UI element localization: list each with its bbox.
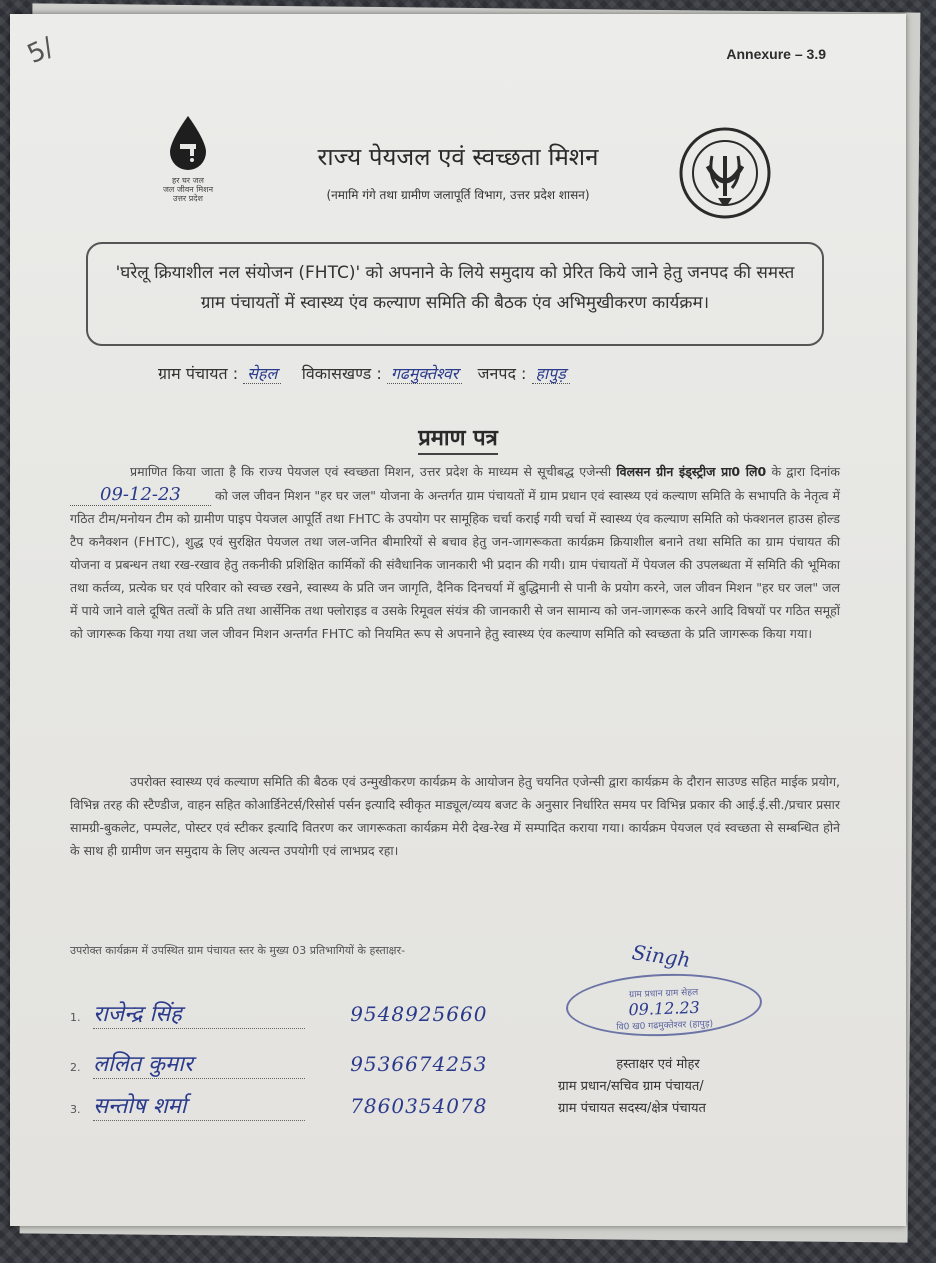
document-page [10, 14, 906, 1226]
program-banner [86, 242, 824, 346]
mission-title: राज्य पेयजल एवं स्वच्छता मिशन [317, 143, 599, 171]
stamp-line-3: वि0 ख0 गढमुक्तेश्वर (हापुड़) [616, 1019, 714, 1033]
participant-number: 3. [70, 1103, 81, 1116]
participant-phone: 7860354078 [350, 1094, 488, 1118]
certificate-paragraph-1 [70, 460, 840, 645]
signature-block-line-3: ग्राम पंचायत सदस्य/क्षेत्र पंचायत [558, 1101, 706, 1116]
certificate-heading-text: प्रमाण पत्र [418, 426, 498, 455]
participant-row [70, 1090, 487, 1121]
banner-text: 'घरेलू क्रियाशील नल संयोजन (FHTC)' को अपनाने के लिये समुदाय को प्रेरित किये जाने हेतु जनपद की समस्त ग्राम पंचायतों में स्वास्थ्य एंव कल्याण समिति की बैठक एंव अभिमुखीकरण कार्यक्रम। [115, 263, 795, 313]
annexure-label: Annexure – 3.9 [726, 46, 826, 62]
janpad-value: हापुड़ [532, 364, 570, 384]
signature-block-line-1: हस्ताक्षर एवं मोहर [616, 1057, 700, 1072]
participant-name: सन्तोष शर्मा [93, 1090, 305, 1121]
location-fields [158, 362, 570, 384]
para1-part2: के द्वारा दिनांक [771, 464, 840, 479]
stamp-line-1: ग्राम प्रधान ग्राम सेहल [628, 987, 699, 1001]
gram-panchayat-value: सेहल [243, 364, 281, 384]
vikas-khand-label: विकासखण्ड : [301, 364, 382, 383]
participant-number: 2. [70, 1061, 81, 1074]
gram-panchayat-label: ग्राम पंचायत : [158, 364, 239, 383]
pradhan-signature: Singh [630, 940, 693, 972]
agency-name: विलसन ग्रीन इंड्स्ट्रीज प्रा0 लि0 [616, 464, 767, 479]
participant-number: 1. [70, 1011, 81, 1024]
logo-caption-3: उत्तर प्रदेश [173, 194, 203, 203]
janpad-label: जनपद : [477, 364, 527, 383]
participant-row [70, 998, 487, 1029]
participant-name: राजेन्द्र सिंह [93, 998, 305, 1029]
vikas-khand-value: गढमुक्तेश्वर [387, 364, 463, 384]
participant-phone: 9548925660 [350, 1002, 488, 1026]
participant-row [70, 1048, 487, 1079]
logo-caption-1: हर घर जल [172, 176, 204, 185]
logo-caption-2: जल जीवन मिशन [162, 185, 214, 194]
para1-part3: को जल जीवन मिशन "हर घर जल" योजना के अन्तर्गत ग्राम पंचायतों में ग्राम प्रधान एवं स्वास्थ्य एवं कल्याण समिति के सभापति के नेतृत्व में गठित टीम/मनोयन टीम को ग्रामीण पाइप पेयजल आपूर्ति तथा FHTC के उपयोग पर सामूहिक चर्चा कराई गयी चर्चा में स्वास्थ्य एंव कल्याण समिति को फंक्शनल हाउस होल्ड टैप कनैक्शन (FHTC), शुद्ध एवं सुरक्षित पेयजल तथा जल-जनित बीमारियों से बचाव हेतु जन-जागरूकता कार्यक्रम क्रियाशील बनाने तथा समिति का ग्राम पंचायत की योजना व प्रबन्धन तथा रख-रखाव हेतु तकनीकी प्रशिक्षित कार्मिकों की संवैधानिक जानकारी भी प्रदान की गयी। ग्राम पंचायतों में पेयजल की उपलब्धता में समिति की भूमिका तथा कर्तव्य, प्रत्येक घर एवं परिवार को स्वच्छ रखने, स्वास्थ्य के प्रति जन जागृति, दैनिक दिनचर्या में बुद्धिमानी से पानी के प्रयोग करने, जल जीवन मिशन "हर घर जल" जल में पाये जाने वाले दूषित तत्वों के प्रति तथा आर्सेनिक तथा फ्लोराइड व उसके रिमूवल संयंत्र की जानकारी से जन सामान्य को जन-जागरूक करने आदि विषयों पर गठित समूहों को जागरूक किया गया तथा जल जीवन मिशन अन्तर्गत FHTC को नियमित रूप से अपनाने हेतु स्वास्थ्य एंव कल्याण समिति को स्वच्छता के प्रति जागरूक किया गया। [70, 488, 840, 641]
margin-mark: 5/ [22, 32, 59, 70]
participants-intro: उपरोक्त कार्यक्रम में उपस्थित ग्राम पंचायत स्तर के मुख्य 03 प्रतिभागियों के हस्ताक्षर- [70, 944, 406, 957]
stamp-date: 09.12.23 [628, 997, 701, 1020]
participant-phone: 9536674253 [350, 1052, 488, 1076]
participant-name: ललित कुमार [93, 1048, 305, 1079]
official-stamp [565, 971, 763, 1040]
certificate-heading [10, 422, 906, 452]
mission-subtitle: (नमामि गंगे तथा ग्रामीण जलापूर्ति विभाग, उत्तर प्रदेश शासन) [326, 188, 590, 202]
certificate-paragraph-2: उपरोक्त स्वास्थ्य एवं कल्याण समिति की बैठक एवं उन्मुखीकरण कार्यक्रम के आयोजन हेतु चयनित एजेन्सी द्वारा कार्यक्रम के दौरान साउण्ड सहित माईक प्रयोग, विभिन्न तरह की स्टैण्डीज, वाहन सहित कोआर्डिनेटर्स/रिसोर्स पर्सन इत्यादि स्वीकृत माड्यूल/व्यय बजट के अनुसार निर्धारित समय पर विभिन्न प्रकार की आई.ई.सी./प्रचार प्रसार सामग्री-बुकलेट, पम्पलेट, पोस्टर एवं स्टीकर इत्यादि वितरण कर जागरूकता कार्यक्रम मेरी देख-रेख में सम्पादित कराया गया। कार्यक्रम पेयजल एवं स्वच्छता से सम्बन्धित होने के साथ ही ग्रामीण जन समुदाय के लिए अत्यन्त उपयोगी एवं लाभप्रद रहा। [70, 774, 840, 858]
signature-block [558, 1054, 758, 1120]
para1-part1: प्रमाणित किया जाता है कि राज्य पेयजल एवं स्वच्छता मिशन, उत्तर प्रदेश के माध्यम से सूचीबद्ध एजेन्सी [130, 464, 612, 479]
program-date: 09-12-23 [70, 484, 211, 506]
signature-block-line-2: ग्राम प्रधान/सचिव ग्राम पंचायत/ [558, 1079, 704, 1094]
